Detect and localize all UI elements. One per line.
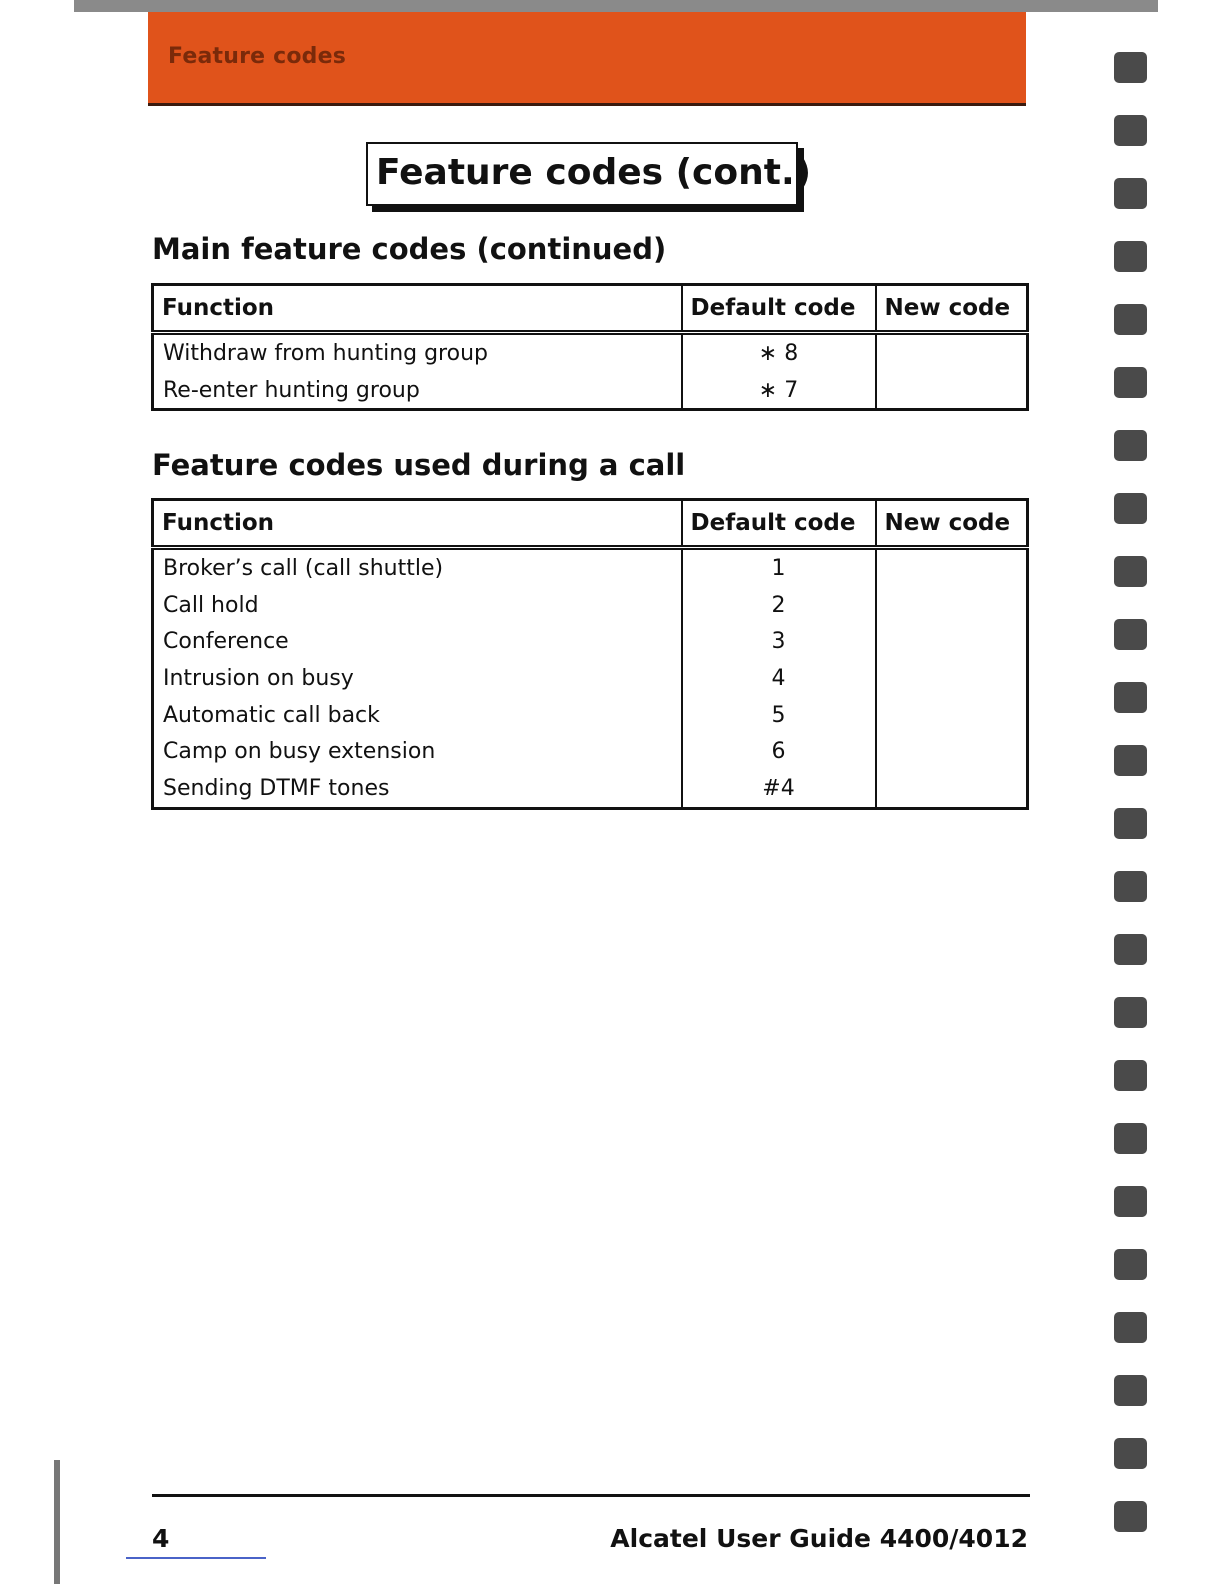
default-code-cell: ∗ 7 [682, 372, 876, 410]
default-code-cell: 2 [682, 587, 876, 624]
new-code-cell [876, 333, 1028, 372]
binder-tab-mark [1114, 1249, 1147, 1280]
call-feature-codes-table [151, 498, 1029, 810]
binder-tab-mark [1114, 1501, 1147, 1532]
binder-tab-mark [1114, 1123, 1147, 1154]
new-code-cell [876, 587, 1028, 624]
new-code-cell [876, 770, 1028, 808]
function-cell: Re-enter hunting group [153, 372, 682, 410]
table-row [153, 770, 1028, 808]
binder-tab-mark [1114, 430, 1147, 461]
table-row [153, 623, 1028, 660]
binder-tab-mark [1114, 997, 1147, 1028]
binder-tab-mark [1114, 745, 1147, 776]
binder-tab-mark [1114, 304, 1147, 335]
page-title-box [366, 142, 812, 206]
binder-tab-mark [1114, 1186, 1147, 1217]
table-row [153, 697, 1028, 734]
binder-tab-mark [1114, 115, 1147, 146]
binder-tab-mark [1114, 1375, 1147, 1406]
new-code-cell [876, 623, 1028, 660]
page-title: Feature codes (cont.) [376, 152, 812, 193]
footer-guide-title: Alcatel User Guide 4400/4012 [610, 1524, 1028, 1553]
function-cell: Automatic call back [153, 697, 682, 734]
default-code-cell: 6 [682, 733, 876, 770]
table-row [153, 733, 1028, 770]
function-cell: Call hold [153, 587, 682, 624]
call-feature-codes-heading: Feature codes used during a call [152, 448, 686, 482]
binder-tab-mark [1114, 493, 1147, 524]
top-rule [74, 0, 1158, 12]
default-code-cell: 5 [682, 697, 876, 734]
table-row [153, 372, 1028, 410]
binder-tab-mark [1114, 682, 1147, 713]
binder-tab-mark [1114, 178, 1147, 209]
new-code-cell [876, 733, 1028, 770]
column-header-function: Function [153, 285, 682, 333]
function-cell: Conference [153, 623, 682, 660]
table-header-row [153, 285, 1028, 333]
new-code-cell [876, 372, 1028, 410]
new-code-cell [876, 660, 1028, 697]
function-cell: Camp on busy extension [153, 733, 682, 770]
section-header-label: Feature codes [168, 44, 347, 69]
column-header-default-code: Default code [682, 285, 876, 333]
function-cell: Withdraw from hunting group [153, 333, 682, 372]
table-row [153, 333, 1028, 372]
binder-tab-mark [1114, 367, 1147, 398]
binder-tab-mark [1114, 1312, 1147, 1343]
default-code-cell: ∗ 8 [682, 333, 876, 372]
binder-tab-mark [1114, 52, 1147, 83]
column-header-new-code: New code [876, 500, 1028, 548]
column-header-new-code: New code [876, 285, 1028, 333]
main-feature-codes-table [151, 283, 1029, 411]
column-header-default-code: Default code [682, 500, 876, 548]
table-row [153, 587, 1028, 624]
default-code-cell: 1 [682, 548, 876, 587]
scan-underline-mark [126, 1557, 266, 1559]
binder-tab-mark [1114, 619, 1147, 650]
table-header-row [153, 500, 1028, 548]
binder-tab-mark [1114, 871, 1147, 902]
binder-tab-mark [1114, 1438, 1147, 1469]
table-row [153, 548, 1028, 587]
default-code-cell: 3 [682, 623, 876, 660]
main-feature-codes-heading: Main feature codes (continued) [152, 232, 667, 266]
binder-tab-mark [1114, 241, 1147, 272]
table-row [153, 660, 1028, 697]
function-cell: Intrusion on busy [153, 660, 682, 697]
binder-tab-mark [1114, 1060, 1147, 1091]
function-cell: Sending DTMF tones [153, 770, 682, 808]
binder-tab-mark [1114, 934, 1147, 965]
binder-tab-mark [1114, 808, 1147, 839]
binding-edge-mark [54, 1460, 60, 1584]
new-code-cell [876, 548, 1028, 587]
default-code-cell: #4 [682, 770, 876, 808]
page-number: 4 [152, 1524, 170, 1553]
footer-rule [152, 1494, 1030, 1497]
section-header-band [148, 12, 1026, 106]
default-code-cell: 4 [682, 660, 876, 697]
binder-tab-strip [1114, 52, 1150, 1564]
column-header-function: Function [153, 500, 682, 548]
function-cell: Broker’s call (call shuttle) [153, 548, 682, 587]
binder-tab-mark [1114, 556, 1147, 587]
new-code-cell [876, 697, 1028, 734]
